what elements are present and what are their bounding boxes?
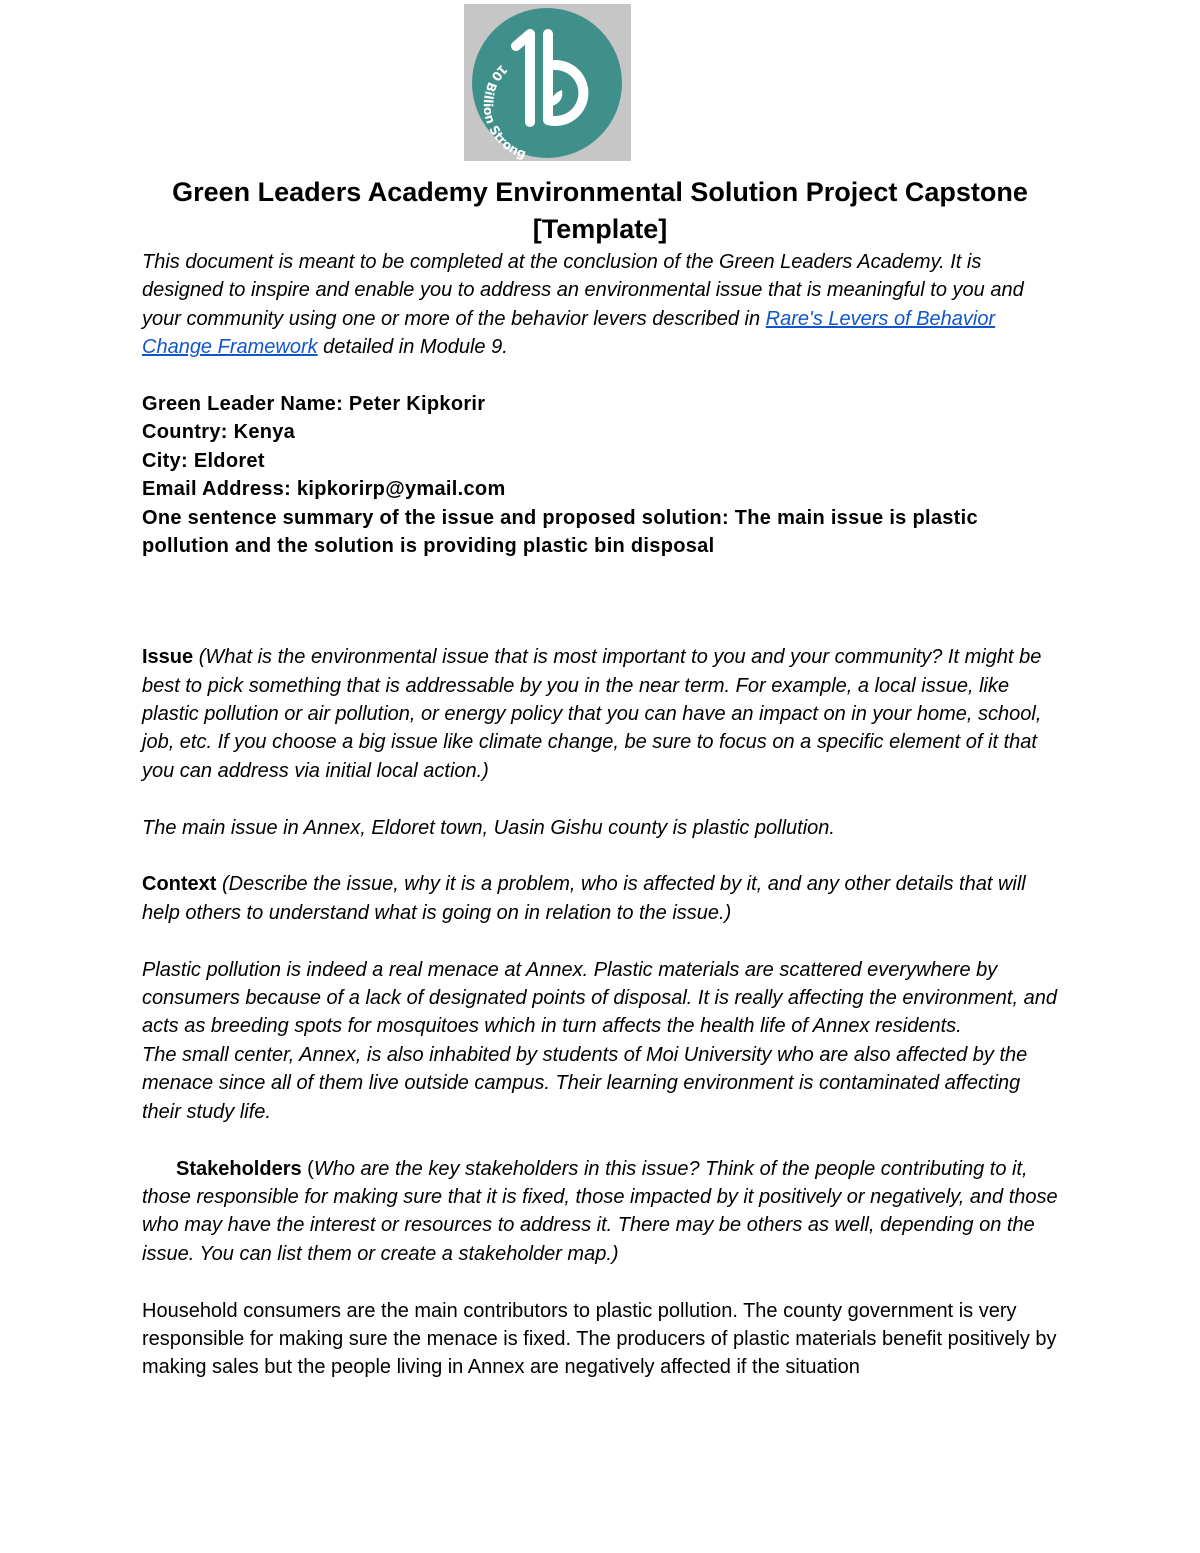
title-line-2: [Template] [532, 214, 668, 244]
stakeholders-answer: Household consumers are the main contributors to plastic pollution. The county government is very responsible for making sure the menace is fixed. The producers of plastic materials benefit positively by making sales but the people living in Annex are negatively affected if the situation [142, 1299, 1057, 1379]
context-answer-2: The small center, Annex, is also inhabited by students of Moi University who are also affected by the menace since all of them live outside campus. Their learning environment is contaminated affecting their study life. [142, 1043, 1028, 1123]
issue-prompt-text: (What is the environmental issue that is most important to you and your community? It might be best to pick something that is addressable by you in the near term. For example, a local issue, like plastic pollution or air pollution, or energy policy that you can have an impact on in your home, school, job, etc. If you choose a big issue like climate change, be sure to focus on a specific element of it that you can address via initial local action.) [142, 646, 1042, 782]
title-line-1: Green Leaders Academy Environmental Solution Project Capstone [172, 177, 1028, 207]
name-label: Green Leader Name: [142, 393, 349, 416]
context-answer-1: Plastic pollution is indeed a real menace at Annex. Plastic materials are scattered everywhere by consumers because of a lack of designated points of disposal. It is really affecting the environment, and acts as breeding spots for mosquitoes which in turn affects the health life of Annex residents. [142, 958, 1057, 1038]
context-prompt-text: (Describe the issue, why it is a problem, who is affected by it, and any other details that will help others to understand what is going on in relation to the issue.) [142, 873, 1026, 924]
spacer [142, 617, 1062, 643]
intro-text-end: detailed in Module 9. [317, 336, 508, 359]
page-title [100, 174, 1100, 248]
spacer [142, 1268, 1062, 1296]
logo-text: 10 Billion Strong [480, 61, 529, 161]
country-value: Kenya [233, 421, 296, 444]
document-body [142, 248, 1062, 1382]
city-value: Eldoret [193, 449, 265, 472]
name-value: Peter Kipkorir [348, 393, 486, 416]
levers-framework-link[interactable]: Rare's Levers of Behavior Change Framework [142, 307, 996, 359]
city-label: City: [142, 449, 194, 472]
spacer [142, 927, 1062, 955]
email-value: kipkorirp@ymail.com [296, 478, 506, 501]
logo [464, 4, 631, 161]
summary-label: One sentence summary of the issue and proposed solution: [142, 506, 735, 529]
spacer [142, 362, 1062, 390]
spacer [142, 842, 1062, 870]
stakeholders-paren: ( [301, 1157, 314, 1180]
intro-paragraph [142, 248, 1062, 362]
ten-billion-strong-logo-icon [464, 4, 631, 161]
stakeholders-prompt [142, 1155, 1062, 1269]
email-line [142, 475, 1062, 503]
context-heading: Context [142, 873, 217, 896]
email-label: Email Address: [142, 478, 297, 501]
issue-answer: The main issue in Annex, Eldoret town, Uasin Gishu county is plastic pollution. [142, 816, 835, 839]
stakeholders-prompt-text: Who are the key stakeholders in this issue? Think of the people contributing to it, those responsible for making sure that it is fixed, those impacted by it positively or negatively, and those who may have the interest or resources to address it. There may be others as well, depending on the issue. You can list them or create a stakeholder map.) [142, 1157, 1058, 1265]
summary-line [142, 504, 1062, 561]
summary-value: The main issue is plastic pollution and the solution is providing plastic bin disposal [142, 506, 978, 558]
context-prompt [142, 870, 1062, 927]
spacer [142, 560, 1062, 617]
issue-heading: Issue [142, 646, 194, 669]
stakeholders-heading: Stakeholders [176, 1157, 302, 1180]
city-line [142, 447, 1062, 475]
spacer [142, 785, 1062, 813]
spacer [142, 1126, 1062, 1154]
intro-text: This document is meant to be completed at the conclusion of the Green Leaders Academy. It is designed to inspire and enable you to address an environmental issue that is meaningful to you and your community using one or more of the behavior levers described in [142, 251, 1024, 330]
country-line [142, 418, 1062, 446]
name-line [142, 390, 1062, 418]
country-label: Country: [142, 421, 234, 444]
issue-prompt [142, 643, 1062, 785]
